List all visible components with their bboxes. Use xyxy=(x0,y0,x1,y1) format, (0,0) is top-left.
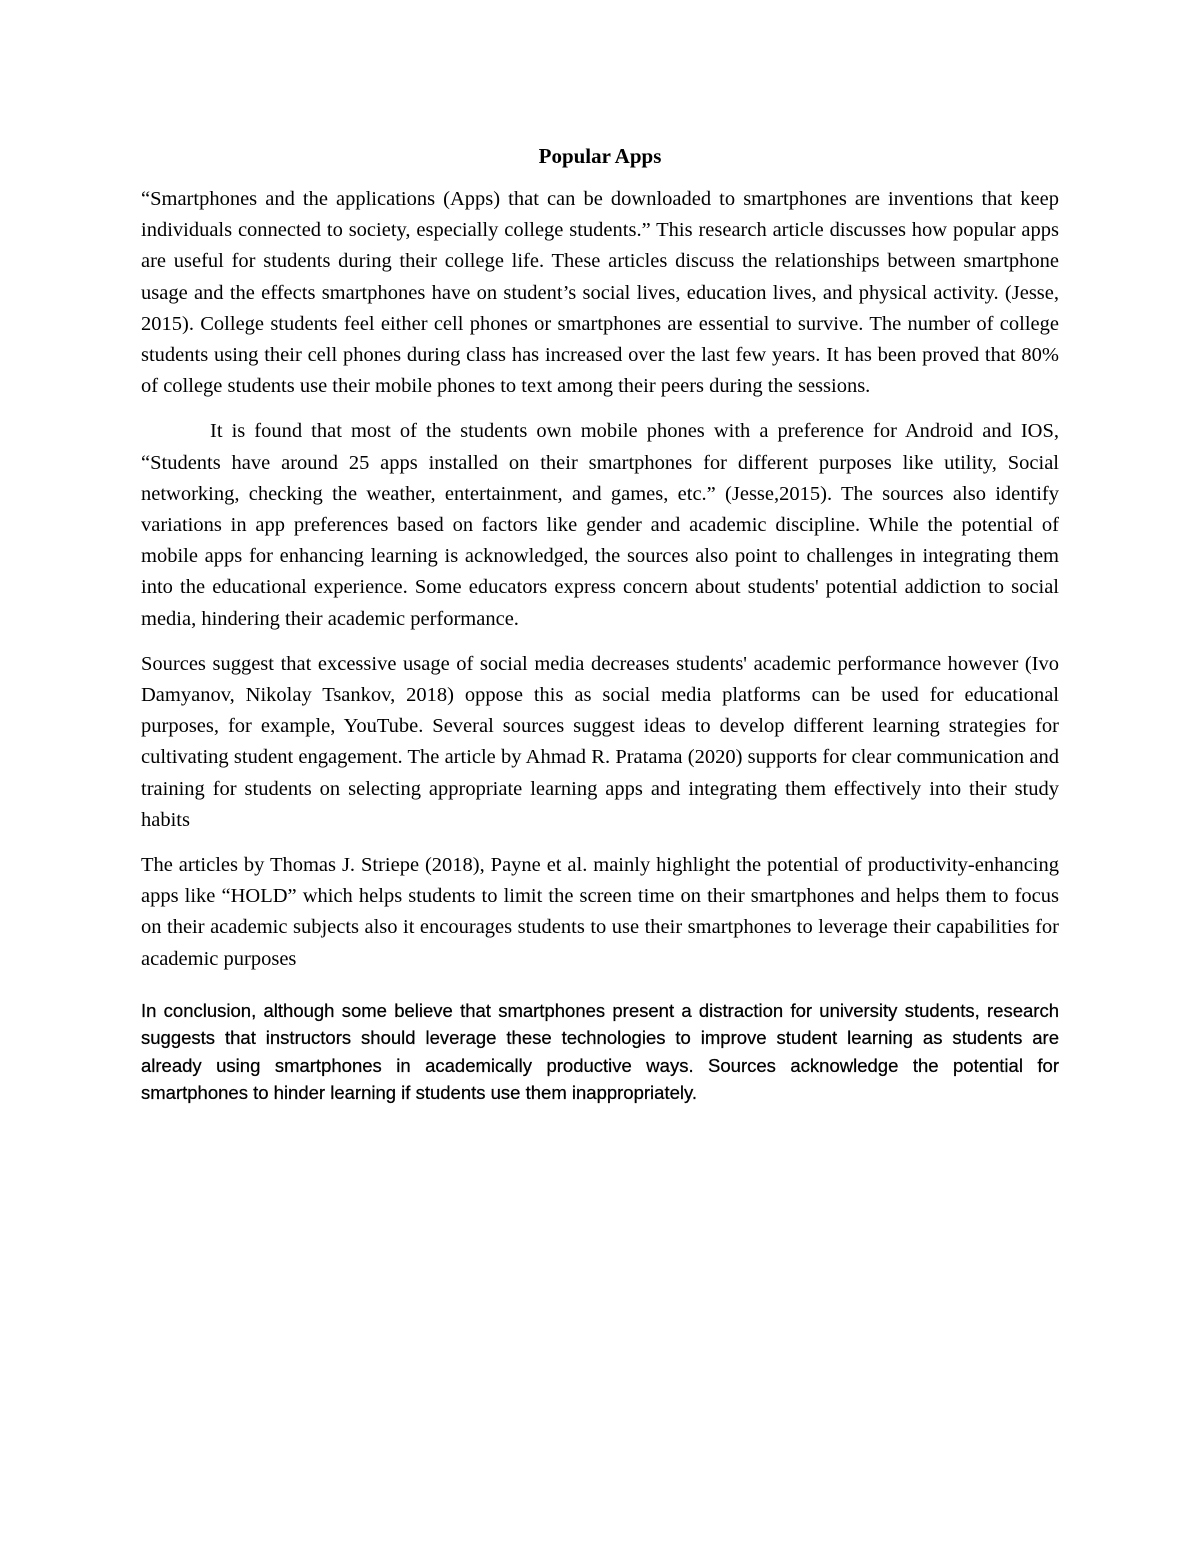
paragraph-conclusion: In conclusion, although some believe that smartphones present a distraction for university students, research suggests that instructors should leverage these technologies to improve student learning as students are already using smartphones in academically productive ways. Sources acknowledge the potential for smartphones to hinder learning if students use them inappropriately. xyxy=(141,999,1059,1104)
page-title: Popular Apps xyxy=(538,144,662,168)
document-body xyxy=(141,142,1059,1107)
paragraph-intro: “Smartphones and the applications (Apps) that can be downloaded to smartphones are inventions that keep individuals connected to society, especially college students.” This research article discusses how popular apps are useful for students during their college life. These articles discuss the relationships between smartphone usage and the effects smartphones have on student’s social lives, education lives, and physical activity. (Jesse, 2015). College students feel either cell phones or smartphones are essential to survive. The number of college students using their cell phones during class has increased over the last few years. It has been proved that 80% of college students use their mobile phones to text among their peers during the sessions. xyxy=(141,188,1059,398)
paragraph-productivity-apps: The articles by Thomas J. Striepe (2018), Payne et al. mainly highlight the potential of productivity-enhancing apps like “HOLD” which helps students to limit the screen time on their smartphones and helps them to focus on their academic subjects also it encourages students to use their smartphones to leverage their capabilities for academic purposes xyxy=(141,854,1059,970)
paragraph-social-media: Sources suggest that excessive usage of social media decreases students' academic performance however (Ivo Damyanov, Nikolay Tsankov, 2018) oppose this as social media platforms can be used for educational purposes, for example, YouTube. Several sources suggest ideas to develop different learning strategies for cultivating student engagement. The article by Ahmad R. Pratama (2020) supports for clear communication and training for students on selecting appropriate learning apps and integrating them effectively into their study habits xyxy=(141,652,1059,831)
paragraph-app-preferences: It is found that most of the students own mobile phones with a preference for Android and IOS, “Students have around 25 apps installed on their smartphones for different purposes like utility, Social networking, checking the weather, entertainment, and games, etc.” (Jesse,2015). The sources also identify variations in app preferences based on factors like gender and academic discipline. While the potential of mobile apps for enhancing learning is acknowledged, the sources also point to challenges in integrating them into the educational experience. Some educators express concern about students' potential addiction to social media, hindering their academic performance. xyxy=(141,420,1059,630)
